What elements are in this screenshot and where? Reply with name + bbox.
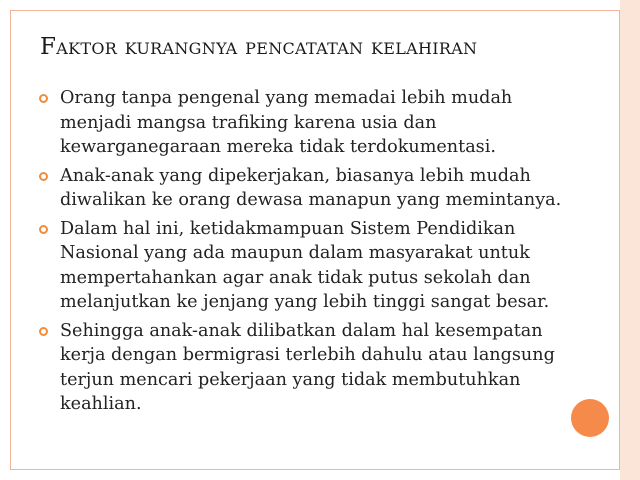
bullet-text: Orang tanpa pengenal yang memadai lebih mudah menjadi mangsa trafiking karena usia dan kewarganegaraan mereka tidak terdokumentasi. — [60, 88, 513, 157]
hollow-circle-bullet-icon — [39, 225, 48, 234]
bullet-item — [36, 86, 576, 160]
bullet-item — [36, 217, 576, 315]
bullet-text: Anak-anak yang dipekerjakan, biasanya lebih mudah diwalikan ke orang dewasa manapun yang memintanya. — [60, 165, 562, 210]
hollow-circle-bullet-icon — [39, 94, 48, 103]
bullet-item — [36, 319, 576, 417]
bullet-list — [36, 86, 576, 421]
bullet-text: Dalam hal ini, ketidakmampuan Sistem Pendidikan Nasional yang ada maupun dalam masyarakat untuk mempertahankan agar anak tidak putus sekolah dan melanjutkan ke jenjang yang lebih tinggi sangat besar. — [60, 218, 550, 312]
slide-title: Faktor kurangnya pencatatan kelahiran — [40, 34, 478, 60]
hollow-circle-bullet-icon — [39, 327, 48, 336]
bullet-text: Sehingga anak-anak dilibatkan dalam hal kesempatan kerja dengan bermigrasi terlebih dahulu atau langsung terjun mencari pekerjaan yang tidak membutuhkan keahlian. — [60, 320, 555, 414]
bullet-item — [36, 164, 576, 213]
hollow-circle-bullet-icon — [39, 172, 48, 181]
accent-circle — [571, 399, 609, 437]
side-decor-bar — [620, 0, 640, 480]
